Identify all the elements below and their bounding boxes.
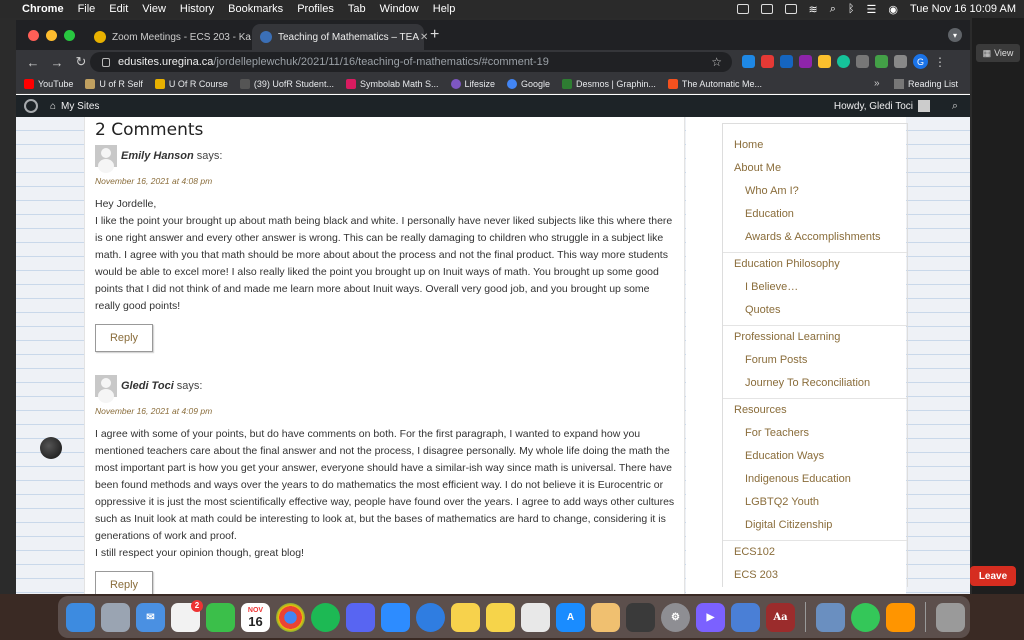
comment-closing: I still respect your opinion though, great blog! [95, 547, 304, 559]
view-label: View [994, 48, 1014, 58]
profile-avatar[interactable]: G [913, 54, 928, 69]
sidebar-item-for-teachers[interactable]: For Teachers [745, 427, 809, 439]
back-arrow-icon[interactable]: ← [26, 54, 40, 70]
siri-icon[interactable]: ◉ [888, 3, 898, 16]
bookmark-google[interactable] [507, 79, 550, 89]
browser-toolbar [16, 50, 970, 74]
sidebar-column [686, 117, 906, 594]
zoom-leave-button[interactable]: Leave [970, 566, 1016, 586]
menu-help[interactable]: Help [432, 3, 456, 15]
bookmarks-bar [16, 74, 970, 94]
bookmark-label: Symbolab Math S... [359, 78, 439, 89]
zoom-icon[interactable] [381, 603, 410, 632]
sidebar-item-i-believe[interactable]: I Believe… [745, 281, 799, 293]
reminders-icon[interactable] [171, 603, 200, 632]
calendar-icon[interactable] [241, 603, 270, 632]
macos-dock [58, 596, 970, 638]
comment-greeting: Hey Jordelle, [95, 198, 157, 210]
my-sites-menu[interactable] [50, 101, 99, 112]
howdy-label: Howdy, Gledi Toci [833, 100, 913, 112]
wifi-icon[interactable]: ≋ [808, 3, 818, 16]
search-icon[interactable]: ⌕ [951, 99, 958, 112]
comment-header [95, 375, 675, 397]
close-window-button[interactable] [28, 30, 39, 41]
extension-gray-icon[interactable] [856, 55, 869, 68]
comment-emily-hanson [95, 145, 675, 352]
bluetooth-icon[interactable]: ᛒ [847, 3, 855, 15]
keynote-icon[interactable] [731, 603, 760, 632]
tab-label: Teaching of Mathematics – TEA [278, 31, 419, 43]
menu-view[interactable]: View [142, 3, 166, 15]
chrome-window [16, 20, 970, 594]
menu-edit[interactable]: Edit [109, 3, 129, 15]
window-controls [28, 30, 75, 41]
messages-icon[interactable] [851, 603, 880, 632]
extension-b-icon[interactable] [742, 55, 755, 68]
minimize-window-button[interactable] [46, 30, 57, 41]
comment-says: says: [196, 150, 223, 162]
screenshot-folder-icon[interactable] [816, 603, 845, 632]
lifesize-icon [451, 79, 461, 89]
preview-icon[interactable] [591, 603, 620, 632]
comment-date[interactable]: November 16, 2021 at 4:08 pm [95, 176, 213, 186]
bookmark-label: Lifesize [464, 78, 496, 89]
dock-separator [925, 602, 926, 632]
discord-icon[interactable] [346, 603, 375, 632]
mail-icon[interactable]: ✉ [136, 603, 165, 632]
sidebar-item-home[interactable]: Home [734, 139, 764, 151]
menu-history[interactable]: History [179, 3, 215, 15]
grammarly-icon[interactable] [837, 55, 850, 68]
comment-author[interactable]: Gledi Toci [121, 380, 174, 392]
sidebar-item-lgbtq2-youth[interactable]: LGBTQ2 Youth [745, 496, 819, 508]
desktop-background [972, 18, 1024, 596]
zoom-favicon-icon [94, 31, 106, 43]
reading-list-icon [894, 79, 904, 89]
sidebar-navigation [722, 123, 908, 587]
comment-body [95, 196, 675, 315]
comment-text: I agree with some of your points, but do have comments on both. For the first paragraph, I wanted to expand how you mentioned teachers care about the final answer and not the process, I disagree personally. My whole life doing the math the most important part is how you get your answer, everyone should have a similar-ish way since math is universal. There have been found methods and ways over the years to do mathematics the most efficient way. I do not believe it is Eurocentric or oppressive it is just the most scientifically effective way, people have found over the years. I agree to add ways other cultures such as Inuit look at math could be interesting to look at, but the bases of mathematics are hard to change, considering it is generations of work and proof. [95, 428, 675, 542]
bookmark-lifesize[interactable] [451, 79, 496, 89]
bookmark-youtube[interactable] [24, 79, 73, 89]
page-background [16, 117, 970, 594]
sidebar-item-education-ways[interactable]: Education Ways [745, 450, 825, 462]
uofr-course-icon [155, 79, 165, 89]
sidebar-item-digital-citizenship[interactable]: Digital Citizenship [745, 519, 833, 531]
url-domain: edusites.uregina.ca [118, 56, 214, 68]
spotlight-search-icon[interactable]: ⌕ [829, 2, 836, 15]
bookmark-label: The Automatic Me... [681, 78, 762, 89]
lock-icon [102, 58, 110, 67]
bookmark-label: (39) UofR Student... [253, 78, 334, 89]
sidebar-item-education[interactable]: Education [745, 208, 794, 220]
avatar [918, 100, 930, 112]
sidebar-item-awards-accomplishments[interactable]: Awards & Accomplishments [745, 231, 881, 243]
extensions-area [742, 54, 946, 69]
menu-window[interactable]: Window [379, 3, 419, 15]
sidebar-item-about-me[interactable]: About Me [734, 162, 782, 174]
calendar-month: NOV [247, 606, 264, 614]
wp-admin-bar [16, 95, 970, 117]
sidebar-item-ecs-203[interactable]: ECS 203 [734, 569, 779, 581]
tab-label: Zoom Meetings - ECS 203 - Ka [112, 31, 251, 43]
sidebar-item-who-am-i[interactable]: Who Am I? [745, 185, 799, 197]
textedit-icon[interactable] [521, 603, 550, 632]
safari-icon[interactable] [416, 603, 445, 632]
sidebar-item-forum-posts[interactable]: Forum Posts [745, 354, 808, 366]
forward-arrow-icon[interactable]: → [50, 54, 64, 70]
imovie-icon[interactable]: ▶ [696, 603, 725, 632]
zoom-window-button[interactable] [64, 30, 75, 41]
extension-blue-icon[interactable] [780, 55, 793, 68]
numbers-icon[interactable] [626, 603, 655, 632]
more-menu-icon[interactable]: ⋮ [934, 55, 946, 69]
comment-says: says: [176, 380, 203, 392]
extension-purple-icon[interactable] [799, 55, 812, 68]
control-center-icon[interactable]: ☰ [866, 3, 877, 16]
calendar-day: 16 [248, 613, 263, 629]
extension-green-icon[interactable] [875, 55, 888, 68]
my-sites-label: My Sites [61, 100, 100, 112]
puzzle-extensions-icon[interactable] [894, 55, 907, 68]
screen-icon[interactable] [761, 4, 773, 14]
chrome-icon[interactable] [276, 603, 305, 632]
uofr-icon [85, 79, 95, 89]
menu-app-name[interactable]: Chrome [22, 3, 64, 15]
bookmarks-overflow-icon[interactable]: » [874, 78, 880, 89]
avatar [95, 145, 117, 167]
reminders-badge: 2 [191, 600, 203, 612]
bookmark-uofr-self[interactable] [85, 79, 143, 89]
reply-button[interactable]: Reply [95, 571, 153, 599]
finder-icon[interactable] [66, 603, 95, 632]
menu-profiles[interactable]: Profiles [297, 3, 334, 15]
notes-icon[interactable] [451, 603, 480, 632]
tab-teaching-of-mathematics[interactable] [252, 24, 429, 50]
bookmark-label: U Of R Course [168, 78, 228, 89]
reload-icon[interactable]: ↻ [75, 54, 87, 69]
launchpad-icon[interactable] [101, 603, 130, 632]
tab-zoom-meetings[interactable] [86, 24, 254, 50]
books-icon[interactable] [886, 603, 915, 632]
spotify-icon[interactable] [311, 603, 340, 632]
menu-bookmarks[interactable]: Bookmarks [228, 3, 284, 15]
dictionary-icon[interactable]: Aa [766, 603, 795, 632]
uofr-student-icon [240, 79, 250, 89]
menu-tab[interactable]: Tab [347, 3, 366, 15]
sidebar-item-education-philosophy[interactable]: Education Philosophy [723, 252, 907, 276]
comments-title: 2 Comments [95, 120, 204, 140]
bookmark-uofr-course[interactable] [155, 79, 228, 89]
bookmark-label: U of R Self [99, 78, 143, 89]
bookmark-automatic[interactable] [668, 79, 762, 89]
home-network-icon: ⌂ [50, 100, 57, 112]
reading-list-label: Reading List [908, 78, 959, 89]
desmos-icon [562, 79, 572, 89]
bookmark-desmos[interactable] [562, 79, 656, 89]
bookmark-symbolab[interactable] [346, 79, 439, 89]
comment-date[interactable]: November 16, 2021 at 4:09 pm [95, 406, 213, 416]
zoom-view-button[interactable] [976, 44, 1020, 62]
dock-separator [805, 602, 806, 632]
new-tab-button[interactable]: + [430, 26, 440, 43]
url-path: /jordelleplewchuk/2021/11/16/teaching-of-mathematics/#comment-19 [213, 56, 549, 68]
reading-list-button[interactable] [894, 79, 958, 89]
reply-button[interactable]: Reply [95, 324, 153, 352]
address-bar[interactable] [90, 52, 732, 72]
main-content [84, 117, 685, 594]
extension-red-icon[interactable] [761, 55, 774, 68]
account-menu[interactable] [834, 100, 930, 112]
macos-menu-bar [0, 0, 1024, 18]
comment-body [95, 426, 675, 562]
trash-icon[interactable] [936, 603, 965, 632]
extension-highlighter-icon[interactable] [818, 55, 831, 68]
bookmark-label: Desmos | Graphin... [576, 78, 656, 89]
sidebar-item-ecs102[interactable]: ECS102 [723, 540, 907, 564]
system-preferences-icon[interactable]: ⚙ [661, 603, 690, 632]
bookmark-label: Google [521, 78, 551, 89]
tab-bar [16, 20, 970, 50]
display-icon[interactable] [785, 4, 797, 14]
sidebar-item-quotes[interactable]: Quotes [745, 304, 781, 316]
sidebar-item-indigenous-education[interactable]: Indigenous Education [745, 473, 851, 485]
tab-search-icon[interactable]: ▾ [948, 28, 962, 42]
close-tab-icon[interactable]: ✕ [420, 31, 429, 43]
automatic-icon [668, 79, 678, 89]
grid-icon: ▦ [982, 47, 992, 58]
comment-header [95, 145, 675, 167]
wordpress-favicon-icon [260, 31, 272, 43]
google-icon [507, 79, 517, 89]
menu-file[interactable]: File [77, 3, 96, 15]
avatar [95, 375, 117, 397]
comment-text: I like the point your brought up about math being black and white. I personally have never liked subjects like this where there is one right answer and every other answer is wrong. This can be really damaging to children who struggle in a subject like math. I agree with you that math should be more about about the process and not the final product. This way more students would be able to excel more! I also really liked the point you brought up on Inuit ways of math. You brought up some good points that I did not think of and made me learn more about Inuit ways. Overall very good job, and you brought up some really good points! [95, 215, 673, 312]
sidebar-item-resources[interactable]: Resources [723, 398, 907, 422]
sidebar-item-journey-to-reconciliation[interactable]: Journey To Reconciliation [745, 377, 871, 389]
sidebar-item-professional-learning[interactable]: Professional Learning [723, 325, 907, 349]
zoom-status-icon[interactable] [737, 4, 749, 14]
app-store-icon[interactable]: A [556, 603, 585, 632]
bookmark-label: YouTube [38, 78, 74, 89]
paper-hole-decoration [40, 437, 62, 459]
symbolab-icon [346, 79, 356, 89]
bookmark-star-icon[interactable]: ☆ [711, 55, 722, 69]
menubar-clock[interactable]: Tue Nov 16 10:09 AM [910, 3, 1016, 15]
comment-gledi-toci [95, 375, 675, 599]
facetime-icon[interactable] [206, 603, 235, 632]
wordpress-logo-icon[interactable] [24, 99, 38, 113]
bookmark-uofr-student[interactable] [240, 79, 334, 89]
youtube-icon [24, 79, 34, 89]
stickies-icon[interactable] [486, 603, 515, 632]
comment-author[interactable]: Emily Hanson [121, 150, 194, 162]
